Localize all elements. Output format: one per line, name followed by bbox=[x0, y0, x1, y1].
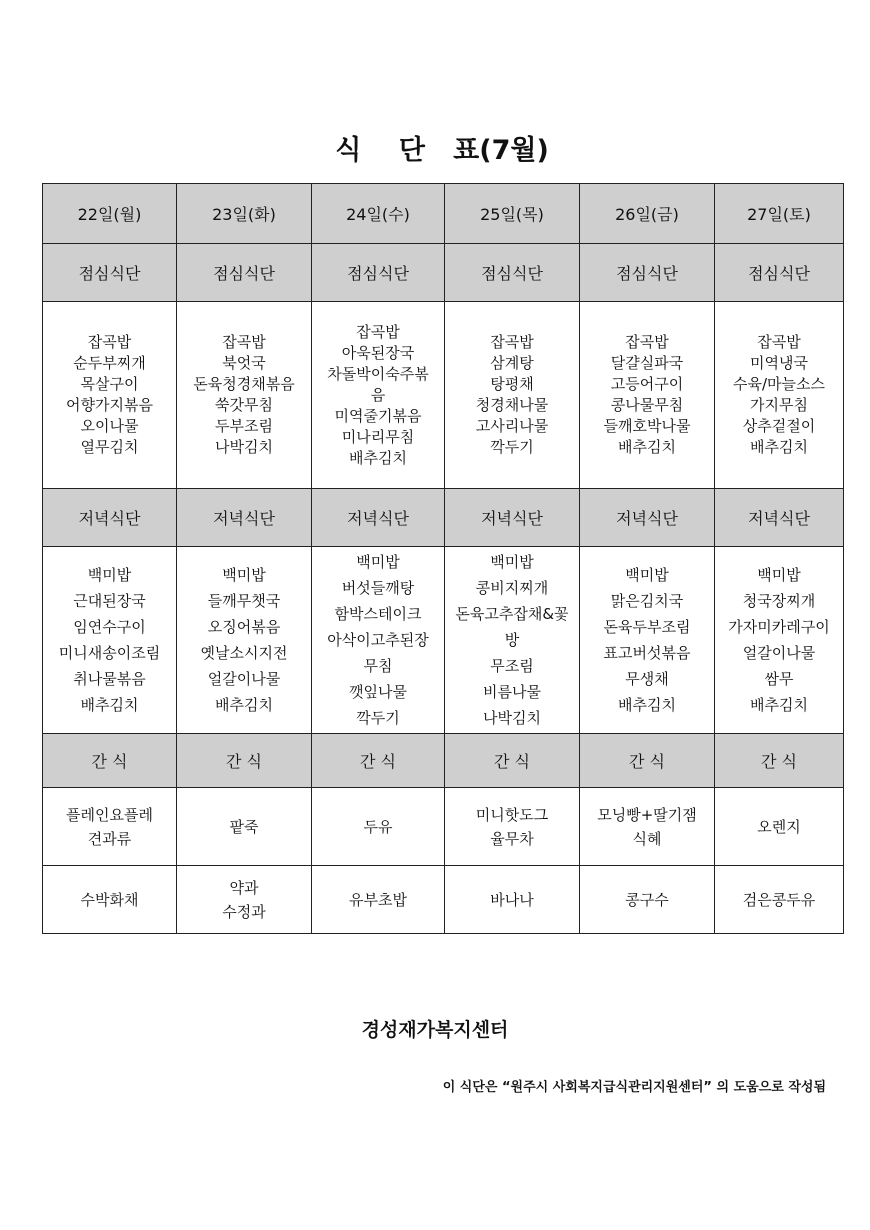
menu-item: 나박김치 bbox=[483, 709, 541, 727]
menu-item: 방 bbox=[504, 631, 520, 649]
menu-item: 백미밥 bbox=[222, 566, 266, 584]
snack-cell bbox=[177, 866, 312, 934]
date-header-row bbox=[43, 184, 844, 244]
menu-item: 잡곡밥 bbox=[625, 333, 669, 351]
snack-cell bbox=[445, 788, 580, 866]
menu-item: 함박스테이크 bbox=[334, 605, 422, 623]
lunch-cell bbox=[312, 302, 445, 489]
menu-item: 고등어구이 bbox=[610, 375, 684, 393]
menu-item: 약과 bbox=[229, 878, 259, 897]
dinner-cell bbox=[445, 547, 580, 734]
snack-label: 간 식 bbox=[580, 734, 715, 788]
day-header: 23일(화) bbox=[177, 184, 312, 244]
snack-second-row bbox=[43, 866, 844, 934]
menu-item: 돈육청경채볶음 bbox=[193, 375, 295, 393]
menu-item: 플레인요플레 bbox=[66, 805, 153, 824]
dinner-cell bbox=[312, 547, 445, 734]
snack-cell bbox=[580, 788, 715, 866]
lunch-label: 점심식단 bbox=[715, 244, 844, 302]
menu-item: 배추김치 bbox=[750, 438, 808, 456]
menu-item: 미역냉국 bbox=[750, 354, 808, 372]
menu-item: 무생채 bbox=[625, 670, 669, 688]
snack-label: 간 식 bbox=[177, 734, 312, 788]
day-header: 27일(토) bbox=[715, 184, 844, 244]
menu-item: 백미밥 bbox=[490, 553, 534, 571]
menu-item: 수박화채 bbox=[80, 890, 139, 909]
menu-item: 백미밥 bbox=[356, 553, 400, 571]
lunch-cell bbox=[177, 302, 312, 489]
day-header: 22일(월) bbox=[43, 184, 177, 244]
menu-item: 백미밥 bbox=[757, 566, 801, 584]
snack-cell bbox=[177, 788, 312, 866]
menu-item: 백미밥 bbox=[625, 566, 669, 584]
dinner-label: 저녁식단 bbox=[445, 489, 580, 547]
menu-item: 팥죽 bbox=[229, 817, 259, 836]
menu-item: 미니새송이조림 bbox=[58, 644, 161, 662]
snack-label: 간 식 bbox=[715, 734, 844, 788]
menu-item: 가자미카레구이 bbox=[728, 618, 830, 636]
snack-cell bbox=[43, 788, 177, 866]
menu-item: 버섯들깨탕 bbox=[341, 579, 415, 597]
day-header: 26일(금) bbox=[580, 184, 715, 244]
menu-item: 배추김치 bbox=[618, 696, 676, 714]
menu-item: 돈육고추잡채&꽃 bbox=[455, 605, 569, 623]
menu-table bbox=[42, 183, 844, 934]
snack-cell bbox=[312, 866, 445, 934]
snack-label: 간 식 bbox=[43, 734, 177, 788]
menu-item: 오렌지 bbox=[757, 817, 801, 836]
dinner-cell bbox=[580, 547, 715, 734]
snack-cell bbox=[715, 788, 844, 866]
snack-label: 간 식 bbox=[312, 734, 445, 788]
dinner-label-row bbox=[43, 489, 844, 547]
menu-item: 검은콩두유 bbox=[742, 890, 816, 909]
menu-item: 잡곡밥 bbox=[490, 333, 534, 351]
day-header: 25일(목) bbox=[445, 184, 580, 244]
menu-item: 차돌박이숙주볶 bbox=[327, 364, 429, 383]
menu-item: 깍두기 bbox=[356, 709, 400, 727]
dinner-cell bbox=[715, 547, 844, 734]
menu-item: 수육/마늘소스 bbox=[733, 375, 825, 393]
dinner-cell bbox=[43, 547, 177, 734]
day-header: 24일(수) bbox=[312, 184, 445, 244]
menu-item: 잡곡밥 bbox=[222, 333, 266, 351]
menu-item: 북엇국 bbox=[222, 354, 266, 372]
dinner-cell bbox=[177, 547, 312, 734]
menu-item: 배추김치 bbox=[618, 438, 676, 456]
lunch-cell bbox=[715, 302, 844, 489]
menu-item: 콩비지찌개 bbox=[475, 579, 549, 597]
menu-item: 미역줄기볶음 bbox=[334, 406, 422, 425]
menu-item: 가지무침 bbox=[750, 396, 808, 414]
snack-cell bbox=[580, 866, 715, 934]
menu-item: 비름나물 bbox=[483, 683, 541, 701]
menu-item: 고사리나물 bbox=[475, 417, 549, 435]
dinner-label: 저녁식단 bbox=[312, 489, 445, 547]
menu-item: 배추김치 bbox=[215, 696, 273, 714]
dinner-label: 저녁식단 bbox=[43, 489, 177, 547]
menu-item: 식혜 bbox=[632, 829, 662, 848]
menu-item: 들깨무챗국 bbox=[207, 592, 281, 610]
menu-item: 상추겉절이 bbox=[742, 417, 816, 435]
menu-item: 두유 bbox=[363, 817, 393, 836]
menu-item: 청국장찌개 bbox=[742, 592, 816, 610]
menu-item: 순두부찌개 bbox=[73, 354, 146, 372]
lunch-label: 점심식단 bbox=[445, 244, 580, 302]
menu-item: 배추김치 bbox=[349, 448, 407, 467]
menu-item: 쌈무 bbox=[764, 670, 794, 688]
menu-item: 유부초밥 bbox=[349, 890, 407, 909]
menu-item: 모닝빵+딸기잼 bbox=[597, 805, 697, 824]
menu-item: 잡곡밥 bbox=[87, 333, 132, 351]
menu-item: 견과류 bbox=[87, 829, 132, 848]
menu-item: 백미밥 bbox=[87, 566, 132, 584]
dinner-menu-row bbox=[43, 547, 844, 734]
menu-item: 달걀실파국 bbox=[610, 354, 684, 372]
page-title: 식 단 표(7월) bbox=[335, 135, 549, 166]
menu-item: 미니핫도그 bbox=[475, 805, 549, 824]
snack-cell bbox=[43, 866, 177, 934]
lunch-label: 점심식단 bbox=[312, 244, 445, 302]
lunch-menu-row bbox=[43, 302, 844, 489]
menu-item: 표고버섯볶음 bbox=[603, 644, 691, 662]
lunch-label: 점심식단 bbox=[580, 244, 715, 302]
dinner-label: 저녁식단 bbox=[715, 489, 844, 547]
menu-item: 들깨호박나물 bbox=[603, 417, 691, 435]
menu-item: 쑥갓무침 bbox=[215, 396, 273, 414]
menu-item: 근대된장국 bbox=[73, 592, 146, 610]
lunch-label: 점심식단 bbox=[43, 244, 177, 302]
credit-note: 이 식단은 “원주시 사회복지급식관리지원센터” 의 도움으로 작성됨 bbox=[442, 1080, 826, 1095]
menu-item: 얼갈이나물 bbox=[742, 644, 816, 662]
menu-item: 아욱된장국 bbox=[341, 343, 415, 362]
dinner-label: 저녁식단 bbox=[177, 489, 312, 547]
menu-item: 얼갈이나물 bbox=[207, 670, 281, 688]
lunch-label-row bbox=[43, 244, 844, 302]
menu-item: 오징어볶음 bbox=[207, 618, 281, 636]
menu-item: 수정과 bbox=[222, 902, 266, 921]
menu-item: 미나리무침 bbox=[341, 427, 415, 446]
menu-item: 맑은김치국 bbox=[610, 592, 684, 610]
menu-item: 깍두기 bbox=[490, 438, 534, 456]
menu-item: 율무차 bbox=[490, 829, 534, 848]
menu-item: 목살구이 bbox=[80, 375, 139, 393]
menu-item: 두부조림 bbox=[215, 417, 273, 435]
menu-item: 콩나물무침 bbox=[610, 396, 684, 414]
snack-cell bbox=[445, 866, 580, 934]
menu-item: 임연수구이 bbox=[73, 618, 146, 636]
dinner-label: 저녁식단 bbox=[580, 489, 715, 547]
menu-item: 배추김치 bbox=[80, 696, 139, 714]
lunch-label: 점심식단 bbox=[177, 244, 312, 302]
snack-first-row bbox=[43, 788, 844, 866]
snack-cell bbox=[715, 866, 844, 934]
menu-item: 무침 bbox=[363, 657, 393, 675]
menu-item: 아삭이고추된장 bbox=[327, 631, 429, 649]
menu-item: 잡곡밥 bbox=[757, 333, 801, 351]
lunch-cell bbox=[445, 302, 580, 489]
lunch-cell bbox=[43, 302, 177, 489]
menu-item: 탕평채 bbox=[490, 375, 534, 393]
menu-item: 잡곡밥 bbox=[356, 322, 400, 341]
menu-item: 오이나물 bbox=[80, 417, 139, 435]
menu-item: 취나물볶음 bbox=[73, 670, 146, 688]
menu-item: 무조림 bbox=[490, 657, 534, 675]
menu-item: 청경채나물 bbox=[475, 396, 549, 414]
menu-item: 배추김치 bbox=[750, 696, 808, 714]
menu-item: 깻잎나물 bbox=[349, 683, 407, 701]
snack-cell bbox=[312, 788, 445, 866]
menu-item: 열무김치 bbox=[80, 438, 139, 456]
menu-item: 콩구수 bbox=[625, 890, 669, 909]
snack-label: 간 식 bbox=[445, 734, 580, 788]
lunch-cell bbox=[580, 302, 715, 489]
snack-label-row bbox=[43, 734, 844, 788]
menu-item: 옛날소시지전 bbox=[200, 644, 288, 662]
menu-item: 나박김치 bbox=[215, 438, 273, 456]
center-name: 경성재가복지센터 bbox=[361, 1019, 509, 1041]
menu-item: 어향가지볶음 bbox=[66, 396, 153, 414]
menu-item: 음 bbox=[370, 385, 386, 404]
menu-item: 삼계탕 bbox=[490, 354, 534, 372]
menu-item: 돈육두부조림 bbox=[603, 618, 691, 636]
menu-item: 바나나 bbox=[490, 890, 534, 909]
